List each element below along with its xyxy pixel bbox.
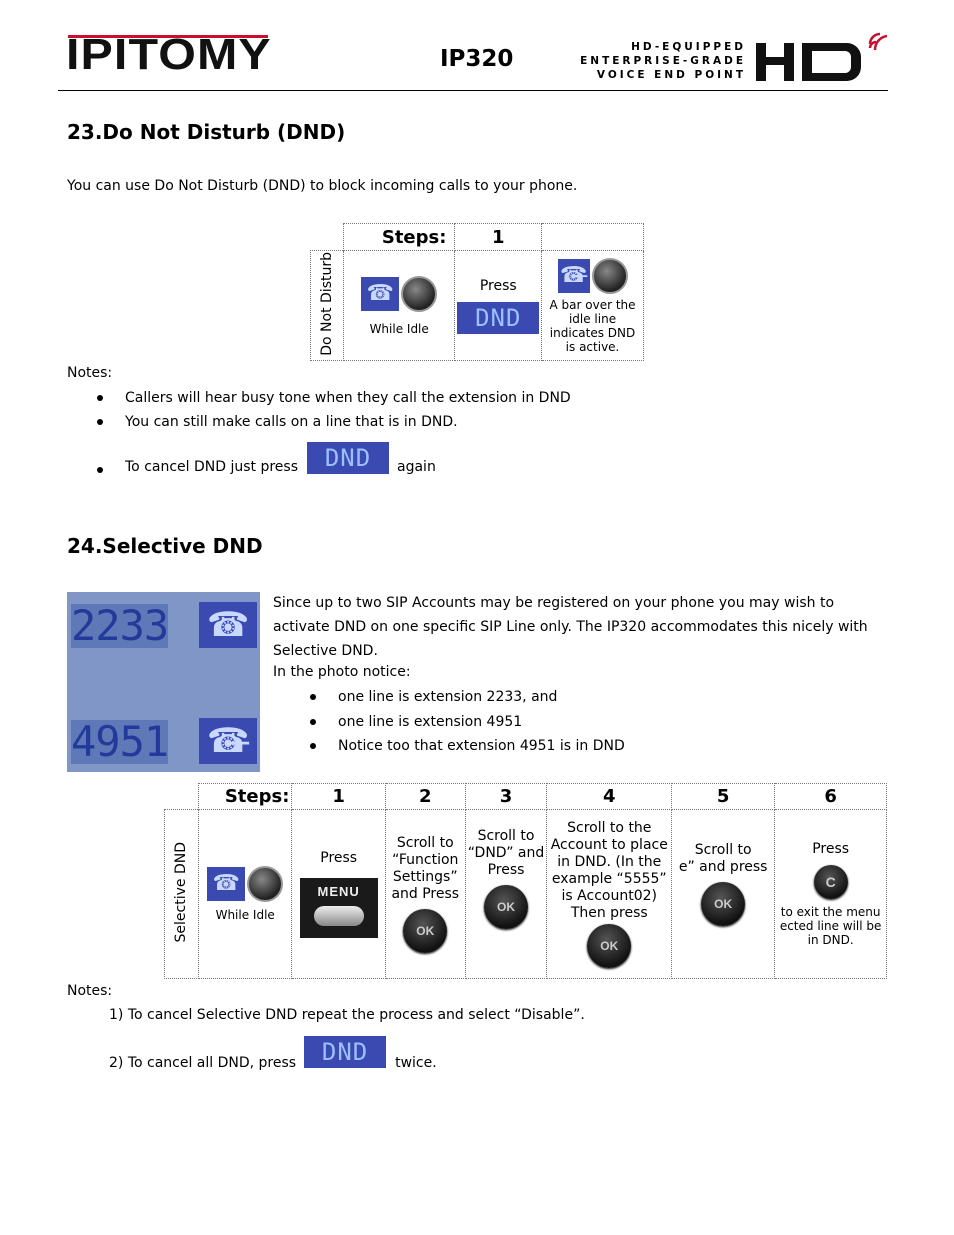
nav-knob-icon	[401, 276, 437, 312]
tagline-line-2: ENTERPRISE-GRADE	[580, 55, 746, 67]
note-item-cancel: To cancel DND just press DND again	[97, 441, 436, 475]
dnd-key: DND	[457, 302, 539, 334]
step-6-caption: to exit the menu ected line will be in DND.	[779, 905, 882, 947]
photo-bullet: Notice too that extension 4951 is in DND	[310, 738, 625, 754]
dnd-steps-table	[310, 223, 644, 361]
photo-bullet: one line is extension 4951	[310, 714, 522, 730]
ok-key-icon: OK	[701, 882, 745, 926]
menu-key-label: MENU	[317, 884, 360, 899]
note-item: Callers will hear busy tone when they call the extension in DND	[97, 390, 571, 406]
ok-key-icon: OK	[587, 924, 631, 968]
ipitomy-logo: IPITOMY	[66, 30, 272, 79]
press-label: Press	[479, 277, 517, 294]
handset-icon: ☎	[199, 602, 257, 648]
dnd-key: DND	[304, 1036, 386, 1068]
idle-screen-image	[361, 276, 437, 312]
step-number: 5	[672, 784, 775, 810]
idle-screen-image	[207, 866, 283, 902]
handset-icon: ☎	[207, 867, 245, 901]
extension-2233: 2233	[71, 601, 169, 650]
row-label: Do Not Disturb	[318, 251, 335, 356]
result-caption: A bar over the idle line indicates DND is active.	[549, 297, 636, 354]
lcd-photo	[67, 592, 260, 772]
steps-label: Steps:	[343, 224, 455, 251]
hd-logo	[756, 41, 872, 81]
nav-knob-icon	[592, 258, 628, 294]
step-number: 3	[465, 784, 547, 810]
note-2: 2) To cancel all DND, press DND twice.	[109, 1038, 437, 1071]
step-number: 6	[775, 784, 887, 810]
dnd-key: DND	[307, 442, 389, 474]
handset-crossed-icon: ☎̶	[558, 259, 590, 293]
extension-4951: 4951	[71, 717, 169, 766]
note-1: 1) To cancel Selective DND repeat the process and select “Disable”.	[109, 1007, 585, 1023]
section-24-title: 24.Selective DND	[67, 534, 263, 558]
section-24-para2: In the photo notice:	[273, 664, 411, 680]
step-number: 1	[292, 784, 386, 810]
photo-bullet: one line is extension 2233, and	[310, 689, 557, 705]
section-23-title: 23.Do Not Disturb (DND)	[67, 120, 346, 144]
step-5-prefix: Scroll to	[694, 842, 752, 858]
handset-crossed-icon: ☎̶	[199, 718, 257, 764]
tagline-line-3: VOICE END POINT	[596, 69, 746, 81]
step-number: 2	[385, 784, 465, 810]
steps-label: Steps:	[198, 784, 291, 810]
dnd-active-image	[558, 258, 628, 294]
menu-key-image	[300, 878, 378, 938]
step-number: 1	[455, 224, 542, 251]
note-item: You can still make calls on a line that is in DND.	[97, 414, 458, 430]
section-24-para: Since up to two SIP Accounts may be registered on your phone you may wish to activate DND on one specific SIP Line only. The IP320 accommodates this nicely with Selective DND.	[273, 595, 868, 659]
wireless-icon	[866, 32, 890, 52]
section-23-intro: You can use Do Not Disturb (DND) to block incoming calls to your phone.	[67, 178, 578, 194]
selective-dnd-table	[164, 783, 887, 979]
menu-button-icon	[314, 906, 364, 926]
step-2-text: Scroll to “Function Settings” and Press	[391, 835, 460, 902]
notes-label-24: Notes:	[67, 983, 113, 999]
step-4-text: Scroll to the Account to place in DND. (In the example “5555” is Account02) Then press	[550, 820, 668, 921]
step-number: 4	[547, 784, 672, 810]
c-key-icon: C	[814, 865, 848, 899]
step-6-label: Press	[812, 841, 850, 857]
step-5-text: e” and press	[678, 859, 768, 875]
ok-key-icon: OK	[403, 909, 447, 953]
notes-label-23: Notes:	[67, 365, 113, 381]
nav-knob-icon	[247, 866, 283, 902]
header-rule	[58, 90, 888, 91]
row-label: Selective DND	[173, 841, 190, 943]
model-title: IP320	[440, 46, 514, 72]
tagline-line-1: HD-EQUIPPED	[631, 41, 746, 53]
ok-key-icon: OK	[484, 885, 528, 929]
step-3-text: Scroll to “DND” and Press	[467, 827, 545, 878]
step-1-label: Press	[320, 850, 358, 866]
handset-icon: ☎	[361, 277, 399, 311]
idle-caption: While Idle	[369, 321, 429, 336]
idle-caption: While Idle	[215, 908, 275, 922]
